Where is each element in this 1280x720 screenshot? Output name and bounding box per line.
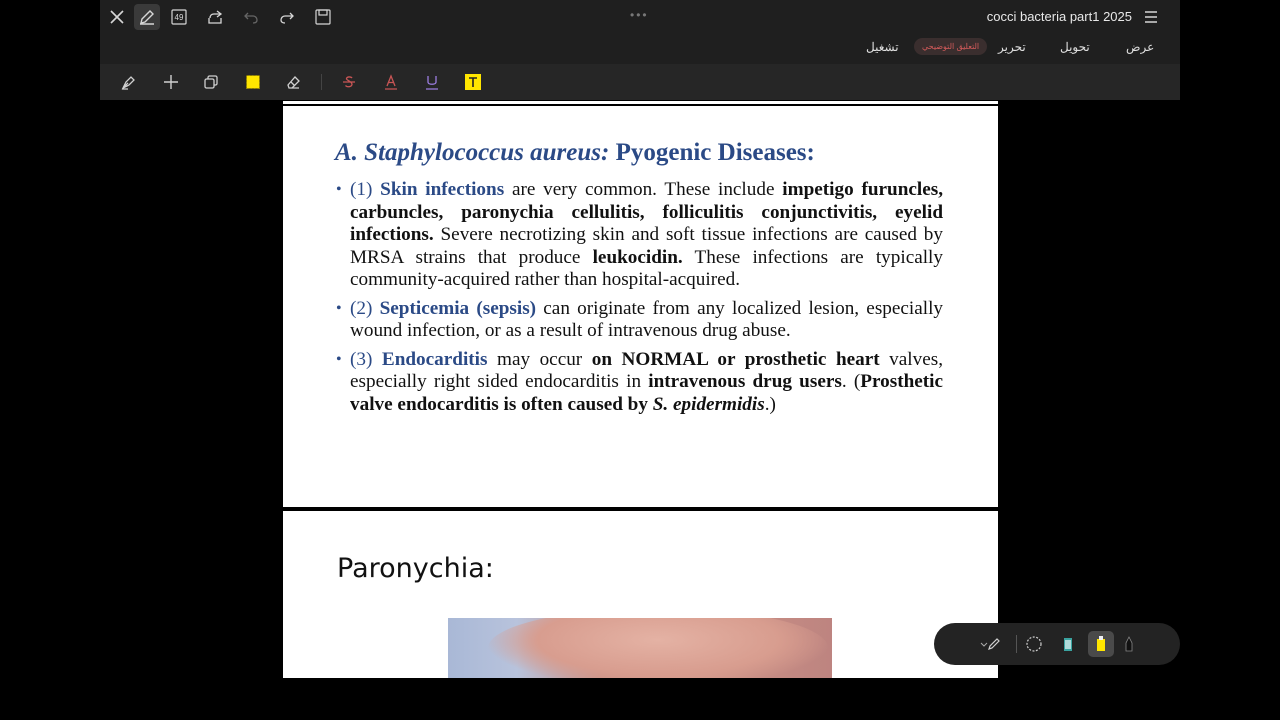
bullet-bold: intravenous drug users bbox=[648, 371, 842, 392]
bullet-number: (1) bbox=[350, 179, 373, 200]
edit-pen-icon[interactable] bbox=[134, 4, 160, 30]
add-icon[interactable] bbox=[161, 72, 181, 92]
tab-edit[interactable]: تحرير bbox=[998, 40, 1026, 54]
undo-icon[interactable] bbox=[238, 4, 264, 30]
black-pen-icon[interactable] bbox=[1119, 634, 1139, 654]
close-icon[interactable] bbox=[104, 4, 130, 30]
teal-marker-icon[interactable] bbox=[1058, 634, 1078, 654]
bullet-endocarditis bbox=[336, 349, 943, 417]
page-count-button[interactable] bbox=[166, 4, 192, 30]
yellow-highlighter-icon[interactable] bbox=[1088, 631, 1114, 657]
pen-toolbar-divider bbox=[1016, 635, 1017, 653]
bullet-text: valves, especially right sided endocarditis in bbox=[350, 348, 943, 392]
bullet-skin-infections bbox=[336, 179, 943, 292]
bullet-text: These infections are typically community-acquired rather than hospital-acquired. bbox=[350, 246, 943, 290]
pdf-page-1 bbox=[283, 106, 998, 507]
copy-shape-icon[interactable] bbox=[201, 72, 221, 92]
bullet-text: .) bbox=[764, 393, 776, 415]
slide-title bbox=[335, 139, 815, 167]
redo-icon[interactable] bbox=[274, 4, 300, 30]
bullet-number: (2) bbox=[350, 297, 373, 319]
app-chrome bbox=[100, 0, 1180, 100]
tab-convert[interactable]: تحويل bbox=[1060, 40, 1090, 54]
bullet-list bbox=[336, 179, 943, 422]
title-topic: Pyogenic Diseases: bbox=[609, 139, 815, 166]
annotation-toolbar bbox=[100, 64, 1180, 100]
tab-annotate[interactable]: التعليق التوضيحي bbox=[914, 38, 987, 55]
bullet-text: are very common. These include bbox=[504, 179, 783, 200]
tab-view[interactable]: عرض bbox=[1126, 40, 1155, 54]
area-highlight-icon[interactable] bbox=[243, 72, 263, 92]
bullet-term: Endocarditis bbox=[381, 348, 488, 370]
drag-handle[interactable]: ••• bbox=[630, 8, 649, 22]
eraser-icon[interactable] bbox=[283, 72, 303, 92]
ribbon-tabs bbox=[100, 34, 1180, 64]
top-bar bbox=[100, 0, 1180, 34]
page-top-edge bbox=[283, 101, 998, 105]
page-count-label: 49 bbox=[174, 12, 184, 22]
text-color-icon[interactable] bbox=[381, 72, 401, 92]
tab-play[interactable]: تشغيل bbox=[866, 40, 899, 54]
bullet-text: . ( bbox=[841, 371, 861, 392]
bullet-text: Severe necrotizing skin and soft tissue infections are caused by MRSA strains that produce bbox=[350, 224, 943, 268]
floating-pen-toolbar bbox=[934, 623, 1180, 665]
bullet-bold: Prosthetic valve endocarditis is often caused by bbox=[350, 371, 944, 415]
save-icon[interactable] bbox=[310, 4, 336, 30]
bullet-text: can originate from any localized lesion, especially wound infection, or as a result of intravenous drug abuse. bbox=[350, 297, 944, 341]
slide2-title: Paronychia: bbox=[337, 553, 494, 584]
document-title: cocci bacteria part1 2025 bbox=[986, 9, 1132, 24]
pen-nib-icon[interactable] bbox=[119, 72, 139, 92]
bullet-term: Septicemia (sepsis) bbox=[379, 297, 537, 319]
menu-icon[interactable] bbox=[1142, 8, 1160, 26]
share-icon[interactable] bbox=[202, 4, 228, 30]
lasso-icon[interactable] bbox=[1024, 634, 1044, 654]
bullet-number: (3) bbox=[350, 348, 373, 370]
pencil-icon[interactable] bbox=[984, 634, 1004, 654]
paronychia-photo bbox=[448, 618, 832, 678]
bullet-dot: • bbox=[336, 181, 342, 198]
bullet-bold: leukocidin. bbox=[592, 246, 683, 268]
strikethrough-icon[interactable] bbox=[339, 72, 359, 92]
bullet-bold-italic: S. epidermidis bbox=[652, 393, 765, 415]
bullet-dot: • bbox=[336, 299, 342, 317]
bullet-septicemia bbox=[336, 298, 943, 343]
bullet-text: may occur bbox=[487, 348, 592, 370]
text-highlight-icon[interactable] bbox=[463, 72, 483, 92]
bullet-term: Skin infections bbox=[380, 179, 505, 200]
bullet-bold: impetigo furuncles, carbuncles, paronychia cellulitis, folliculitis conjunctivitis, eyelid infections. bbox=[350, 179, 944, 245]
bullet-dot: • bbox=[336, 350, 342, 368]
toolbar-divider bbox=[321, 74, 322, 90]
title-organism: A. Staphylococcus aureus: bbox=[335, 139, 610, 166]
underline-icon[interactable] bbox=[422, 72, 442, 92]
bullet-bold: on NORMAL or prosthetic heart bbox=[591, 348, 880, 370]
pdf-page-2 bbox=[283, 511, 998, 678]
